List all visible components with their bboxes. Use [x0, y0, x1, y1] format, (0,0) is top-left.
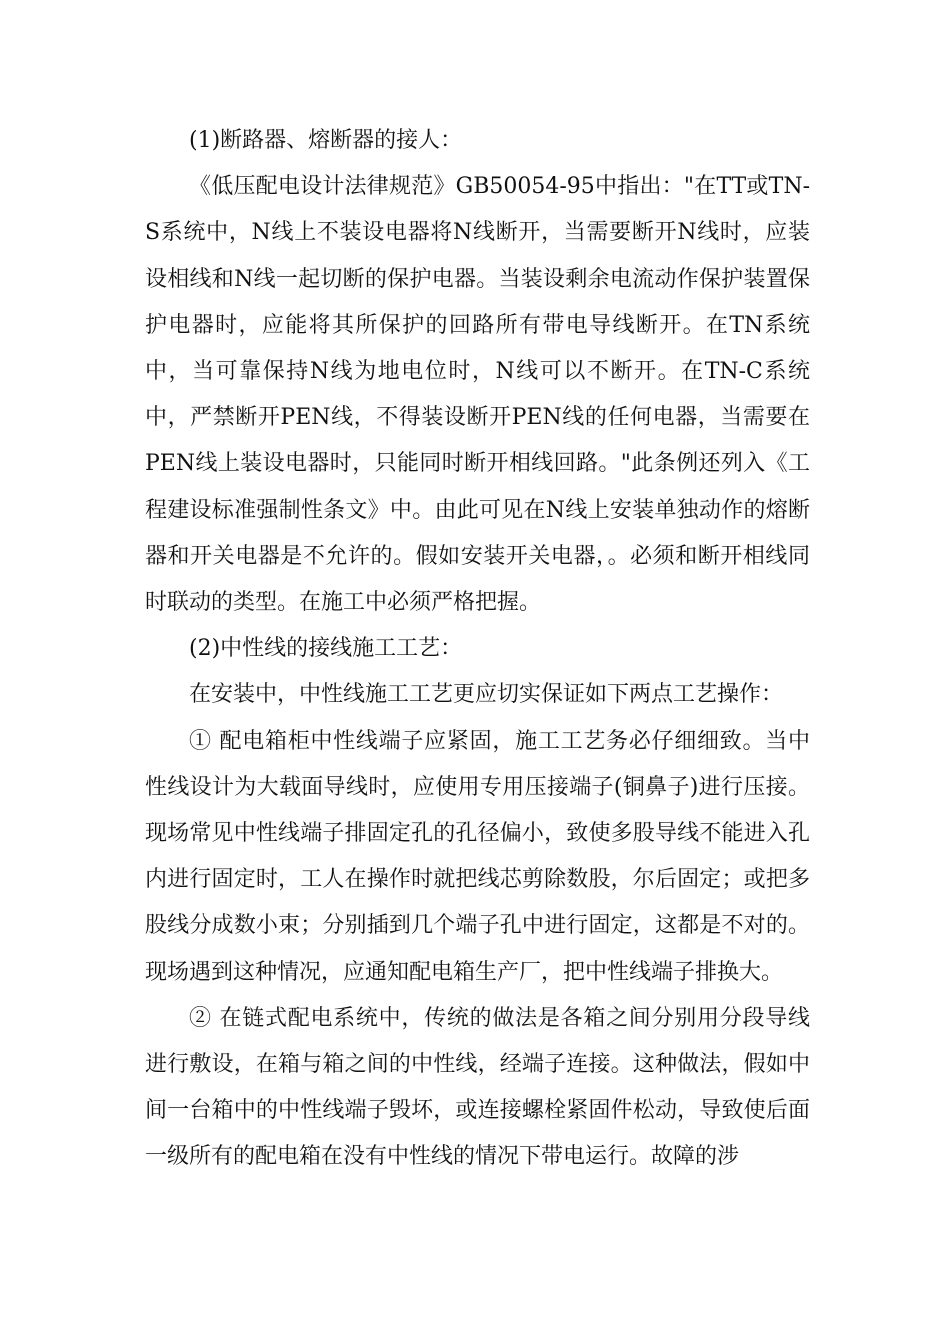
- paragraph-point-two: ② 在链式配电系统中，传统的做法是各箱之间分别用分段导线进行敷设，在箱与箱之间的中性线，经端子连接。这种做法，假如中间一台箱中的中性线端子毁坏，或连接螺栓紧固件松动，导致使后面一级所有的配电箱在没有中性线的情况下带电运行。故障的涉: [145, 1005, 810, 1170]
- paragraph-point-one: ① 配电箱柜中性线端子应紧固，施工工艺务必仔细细致。当中性线设计为大载面导线时，应使用专用压接端子(铜鼻子)进行压接。现场常见中性线端子排固定孔的孔径偏小，致使多股导线不能进入孔内进行固定时，工人在操作时就把线芯剪除数股，尔后固定；或把多股线分成数小束；分别插到几个端子孔中进行固定，这都是不对的。现场遇到这种情况，应通知配电箱生产厂，把中性线端子排换大。: [145, 728, 810, 985]
- paragraph-installation-intro: 在安装中，中性线施工工艺更应切实保证如下两点工艺操作：: [189, 682, 784, 708]
- paragraph-breaker-fuse-heading: (1)断路器、熔断器的接人：: [189, 128, 463, 153]
- document-body: [145, 118, 810, 1181]
- paragraph-code-citation: 《低压配电设计法律规范》GB50054-95中指出："在TT或TN-S系统中，N线上不装设电器将N线断开，当需要断开N线时，应装设相线和N线一起切断的保护电器。当装设剩余电流动作保护装置保护电器时，应能将其所保护的回路所有带电导线断开。在TN系统中，当可靠保持N线为地电位时，N线可以不断开。在TN-C系统中，严禁断开PEN线，不得装设断开PEN线的任何电器，当需要在PEN线上装设电器时，只能同时断开相线回路。"此条例还列入《工程建设标准强制性条文》中。由此可见在N线上安装单独动作的熔断器和开关电器是不允许的。假如安装开关电器，。必须和断开相线同时联动的类型。在施工中必须严格把握。: [145, 174, 810, 616]
- paragraph-neutral-wiring-heading: (2)中性线的接线施工工艺：: [189, 636, 463, 662]
